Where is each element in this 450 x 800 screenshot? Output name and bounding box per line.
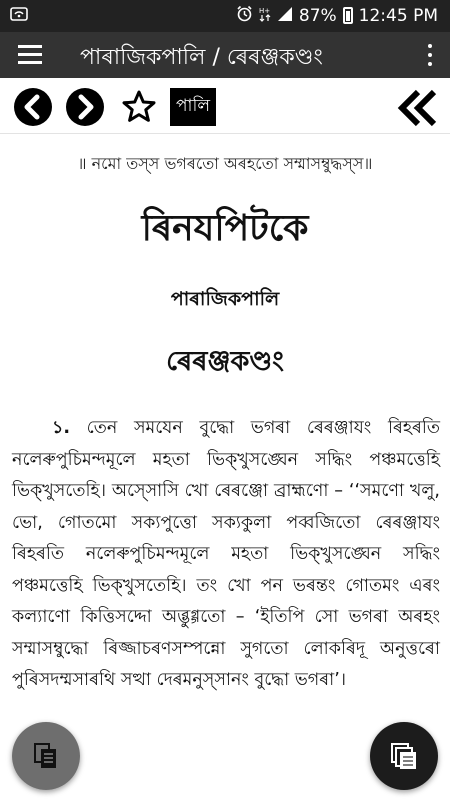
data-hplus-icon xyxy=(259,5,271,26)
contents-button[interactable] xyxy=(12,722,80,790)
paragraph-1 xyxy=(12,413,440,697)
signal-icon xyxy=(277,6,293,26)
wifi-icon xyxy=(10,6,28,26)
section-heading-book: পাৰাজিকপালি xyxy=(170,288,280,310)
bookmark-button[interactable] xyxy=(120,88,158,126)
page-title: পাৰাজিকপালি / ৰেৰঞ্জকণ্ডং xyxy=(80,45,323,70)
chevron-right-icon xyxy=(66,88,104,126)
navigation-toolbar xyxy=(0,78,450,134)
chevron-left-icon xyxy=(14,88,52,126)
double-chevron-left-icon xyxy=(396,88,440,128)
svg-text:H+: H+ xyxy=(258,7,271,15)
namo-line: ॥ নমো তস্স ভগৰতো অৰহতো সম্মাসম্বুদ্ধস্স॥ xyxy=(77,154,373,173)
menu-icon[interactable] xyxy=(18,45,42,65)
go-to-first-button[interactable] xyxy=(396,88,440,128)
previous-chapter-button[interactable] xyxy=(14,88,52,126)
status-bar xyxy=(0,0,450,32)
reading-content xyxy=(0,135,450,800)
battery-icon xyxy=(343,7,353,24)
pali-script-button[interactable]: পালি xyxy=(170,88,216,126)
clock-time: 12:45 PM xyxy=(358,5,438,26)
alarm-icon xyxy=(236,5,253,26)
library-button[interactable] xyxy=(370,722,438,790)
section-heading-pitaka: ৰিনযপিটকে xyxy=(141,208,309,249)
next-chapter-button[interactable] xyxy=(66,88,104,126)
app-bar xyxy=(0,32,450,78)
paragraph-number: ১. xyxy=(52,418,71,438)
copy-pages-icon xyxy=(31,741,61,771)
star-icon xyxy=(120,88,158,126)
stacked-pages-icon xyxy=(388,740,420,772)
more-options-icon[interactable] xyxy=(426,44,434,66)
battery-percent: 87% xyxy=(298,5,337,26)
paragraph-text: তেন সমযেন বুদ্ধো ভগৰা ৰেৰঞ্জাযং ৰিহৰতি নলেৰুপুচিমন্দমূলে মহতা ভিক্খুসঙ্ঘেন সদ্ধিং পঞ্চমত্তেহি ভিক্খুসতেহি। অস্সোসি খো ৰেৰঞ্জো ব্ৰাহ্মণো – ‘‘সমণো খলু, ভো, গোতমো সক্যপুত্তো সক্যকুলা পব্বজিতো ৰেৰঞ্জাযং ৰিহৰতি নলেৰুপুচিমন্দমূলে মহতা ভিক্খুসঙ্ঘেন সদ্ধিং পঞ্চমত্তেহি ভিক্খুসতেহি। তং খো পন ভৰন্তং গোতমং এৰং কল্যাণো কিত্তিসদ্দো অব্ভুগ্গতো – ‘ইতিপি সো ভগৰা অৰহং সম্মাসম্বুদ্ধো ৰিজ্জাচৰণসম্পন্নো সুগতো লোকৰিদূ অনুত্তৰো পুৰিসদম্মসাৰথি সত্থা দেৰমনুস্সানং বুদ্ধো ভগৰা’। xyxy=(12,418,440,690)
section-heading-chapter: ৰেৰঞ্জকণ্ডং xyxy=(166,346,284,377)
